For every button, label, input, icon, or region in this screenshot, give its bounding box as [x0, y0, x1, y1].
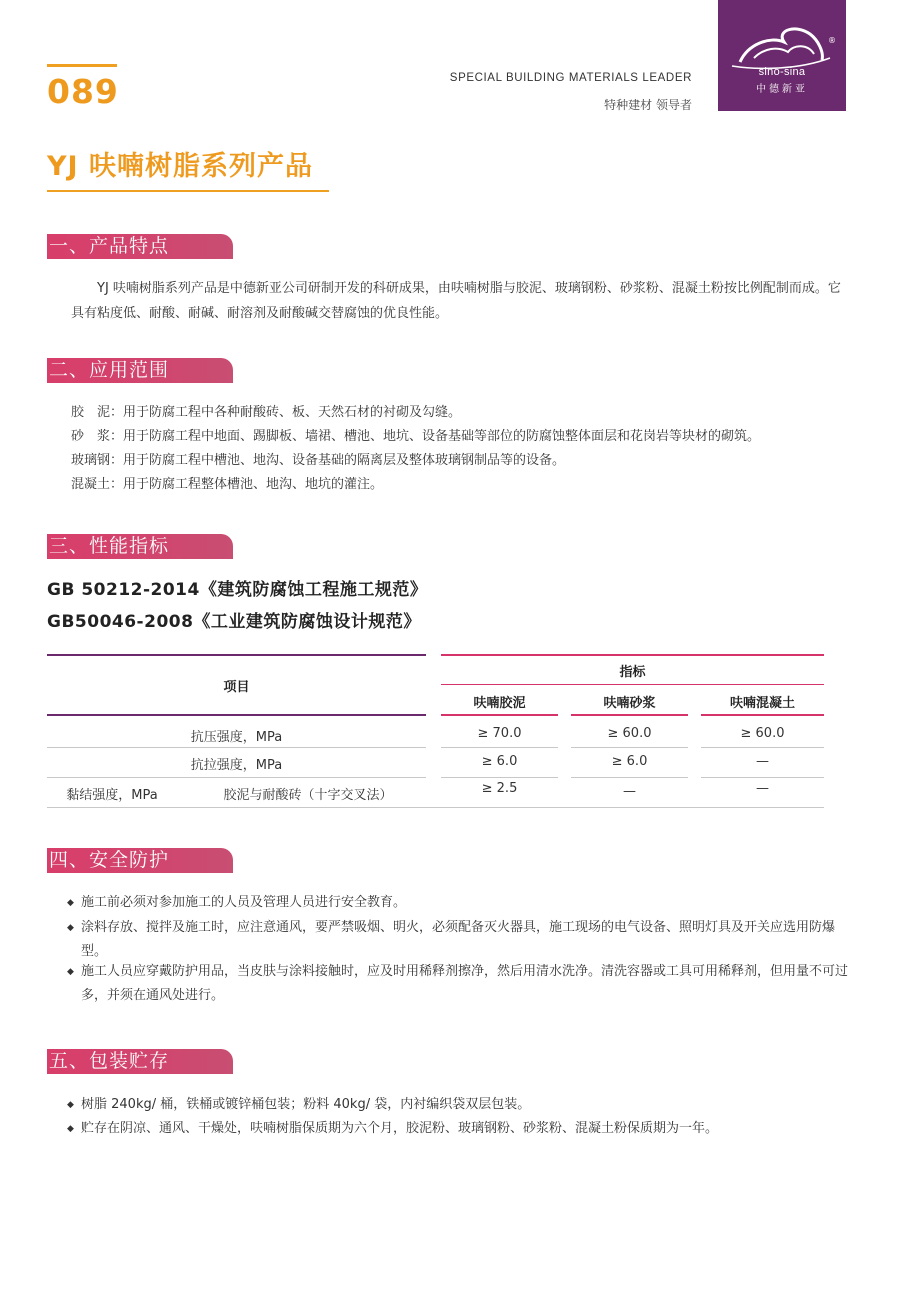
diamond-bullet-icon: ◆	[67, 1124, 74, 1134]
section-header-safety	[47, 848, 233, 873]
table-header-index: 指标	[619, 665, 646, 680]
safety-bullet: ◆ 施工前必须对参加施工的人员及管理人员进行安全教育。	[71, 891, 851, 915]
table-bottom-rule	[47, 807, 824, 808]
section-title: 三、性能指标	[49, 535, 170, 557]
table-cell: —	[756, 754, 769, 769]
application-item: 玻璃钢：用于防腐工程中槽池、地沟、设备基础的隔离层及整体玻璃钢制品等的设备。	[71, 453, 566, 468]
table-row-sublabel: 胶泥与耐酸砖（十字交叉法）	[223, 788, 393, 803]
safety-bullet: ◆ 施工人员应穿戴防护用品，当皮肤与涂料接触时，应及时用稀释剂擦净，然后用清水洗净。清洗容器或工具可用稀释剂，但用量不可过多，并须在通风处进行。	[71, 960, 851, 1008]
application-item: 混凝土：用于防腐工程整体槽池、地沟、地坑的灌注。	[71, 477, 384, 492]
packaging-bullet: ◆ 贮存在阴凉、通风、干燥处，呋喃树脂保质期为六个月，胶泥粉、玻璃钢粉、砂浆粉、混凝土粉保质期为一年。	[71, 1117, 851, 1141]
brand-logo	[718, 0, 846, 111]
table-cell: ≥ 60.0	[607, 726, 652, 741]
table-rule	[441, 654, 824, 656]
table-cell: ≥ 6.0	[611, 754, 648, 769]
table-cell: —	[623, 784, 636, 799]
diamond-bullet-icon: ◆	[67, 967, 74, 977]
safety-bullet: ◆ 涂料存放、搅拌及施工时，应注意通风，要严禁吸烟、明火，必须配备灭火器具，施工现场的电气设备、照明灯具及开关应选用防爆型。	[71, 916, 851, 964]
table-rule	[571, 714, 688, 716]
table-col-header: 呋喃胶泥	[473, 696, 526, 711]
section-header-features	[47, 234, 233, 259]
table-header-item: 项目	[223, 680, 250, 695]
table-rule	[701, 714, 824, 716]
table-cell: ≥ 60.0	[740, 726, 785, 741]
section-title: 四、安全防护	[49, 849, 170, 871]
application-item: 砂 浆：用于防腐工程中地面、踢脚板、墙裙、槽池、地坑、设备基础等部位的防腐蚀整体面层和花岗岩等块材的砌筑。	[71, 429, 761, 444]
features-paragraph: YJ 呋喃树脂系列产品是中德新亚公司研制开发的科研成果，由呋喃树脂与胶泥、玻璃钢粉、砂浆粉、混凝土粉按比例配制而成。它具有粘度低、耐酸、耐碱、耐溶剂及耐酸碱交替腐蚀的优良性能。	[71, 281, 841, 321]
section-header-performance	[47, 534, 233, 559]
diamond-bullet-icon: ◆	[67, 923, 74, 933]
diamond-bullet-icon: ◆	[67, 1100, 74, 1110]
logo-registered-mark: ®	[828, 36, 836, 45]
table-rule	[47, 654, 426, 656]
diamond-bullet-icon: ◆	[67, 898, 74, 908]
logo-text-en: sino-sina	[758, 66, 806, 78]
section-title: 一、产品特点	[49, 235, 170, 257]
table-row-label: 黏结强度，MPa	[66, 788, 158, 803]
section-title: 五、包装贮存	[49, 1050, 170, 1072]
title-underline	[47, 190, 329, 192]
table-rule	[47, 714, 426, 716]
packaging-bullet: ◆ 树脂 240kg/ 桶，铁桶或镀锌桶包装；粉料 40kg/ 袋，内衬编织袋双层包装。	[71, 1093, 851, 1117]
table-rule	[441, 714, 558, 716]
table-cell: ≥ 2.5	[481, 781, 518, 796]
table-col-header: 呋喃混凝土	[729, 696, 795, 711]
standard-reference: GB50046-2008《工业建筑防腐蚀设计规范》	[47, 612, 421, 632]
tagline-en: SPECIAL BUILDING MATERIALS LEADER	[449, 72, 692, 84]
section-header-applications	[47, 358, 233, 383]
table-row-label: 抗拉强度，MPa	[190, 758, 283, 773]
standard-reference: GB 50212-2014《建筑防腐蚀工程施工规范》	[47, 580, 428, 600]
table-cell: ≥ 6.0	[481, 754, 518, 769]
section-title: 二、应用范围	[49, 359, 170, 381]
application-item: 胶 泥：用于防腐工程中各种耐酸砖、板、天然石材的衬砌及勾缝。	[71, 405, 462, 420]
page-number-bar	[47, 64, 117, 67]
table-cell: —	[756, 781, 769, 796]
section-header-packaging	[47, 1049, 233, 1074]
table-col-header: 呋喃砂浆	[603, 696, 656, 711]
logo-text-cn: 中德新亚	[756, 84, 808, 95]
page-title: YJ 呋喃树脂系列产品	[47, 151, 313, 182]
table-rule	[441, 684, 824, 685]
tagline-cn: 特种建材 领导者	[604, 98, 692, 112]
page-number: 089	[47, 72, 119, 111]
table-row-label: 抗压强度，MPa	[190, 730, 283, 745]
table-cell: ≥ 70.0	[477, 726, 522, 741]
